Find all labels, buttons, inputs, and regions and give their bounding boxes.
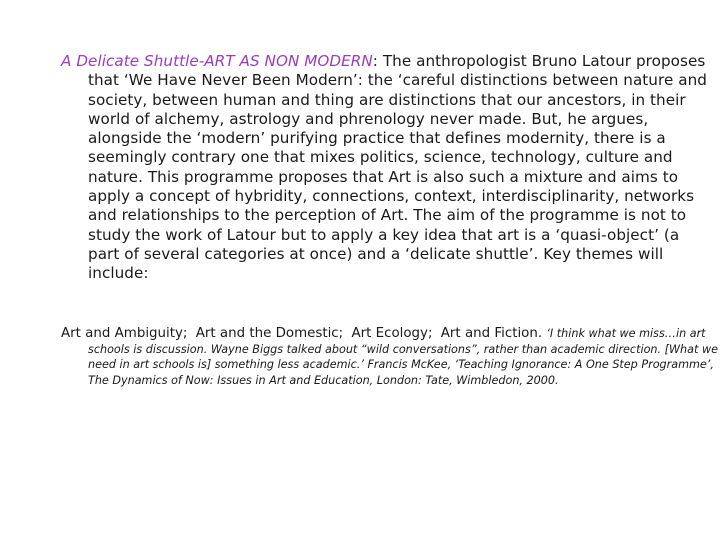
main-paragraph <box>61 52 708 284</box>
paragraph-lead-title: A Delicate Shuttle-ART AS NON MODERN <box>61 52 373 70</box>
theme-art-and-the-domestic: Art and the Domestic; <box>195 326 344 341</box>
mckee-quote: ‘I think what we miss…in art schools is discussion. Wayne Biggs talked about “wild conversations”, rather than academic direction. [What we need in art schools is] something less academic.’ Francis McKee, ‘Teaching Ignorance: A One Step Programme’, The Dynamics of Now: Issues in Art and Education, London: Tate, Wimbledon, 2000. <box>88 327 718 387</box>
theme-art-ecology: Art Ecology; <box>351 326 433 341</box>
main-paragraph-body: : The anthropologist Bruno Latour proposes that ‘We Have Never Been Modern’: the ‘careful distinctions between nature and society, between human and thing are distinctions that our ancestors, in their world of alchemy, astrology and phrenology never made. But, he argues, alongside the ‘modern’ purifying practice that defines modernity, there is a seemingly contrary one that mixes politics, science, technology, culture and nature. This programme proposes that Art is also such a mixture and aims to apply a concept of hybridity, connections, context, interdisciplinarity, networks and relationships to the perception of Art. The aim of the programme is not to study the work of Latour but to apply a key idea that art is a ‘quasi-object’ (a part of several categories at once) and a ‘delicate shuttle’. Key themes will include: <box>88 52 707 283</box>
theme-art-and-ambiguity: Art and Ambiguity; <box>61 326 188 341</box>
themes-paragraph <box>61 326 718 388</box>
theme-art-and-fiction: Art and Fiction. <box>440 326 543 341</box>
